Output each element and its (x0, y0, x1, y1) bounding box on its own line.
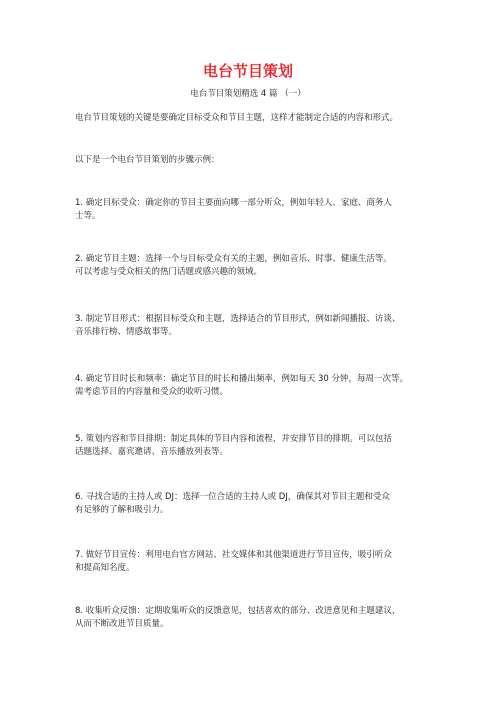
step-6-line-2: 有足够的了解和吸引力。 (75, 505, 169, 515)
step-7-line-1: 7. 做好节目宣传：利用电台官方网站、社交媒体和其他渠道进行节目宣传，吸引听众 (75, 550, 392, 560)
step-5-line-1: 5. 策划内容和节目排期：制定具体的节目内容和流程，并安排节目的排期。可以包括 (75, 434, 392, 444)
document-title: 电台节目策划 (202, 62, 293, 80)
step-4-line-2: 需考虑节目的内容量和受众的收听习惯。 (75, 387, 229, 397)
document-subtitle: 电台节目策划精选 4 篇 （一） (190, 89, 306, 99)
step-8-line-2: 从而不断改进节目质量。 (75, 619, 169, 629)
step-6-line-1: 6. 寻找合适的主持人或 DJ：选择一位合适的主持人或 DJ，确保其对节目主题和受众 (75, 492, 390, 502)
lead-paragraph: 以下是一个电台节目策划的步骤示例： (75, 155, 220, 165)
step-5-paragraph (75, 433, 435, 459)
intro-paragraph: 电台节目策划的关键是要确定目标受众和节目主题，这样才能制定合适的内容和形式。 (75, 113, 399, 123)
step-2-paragraph (75, 253, 435, 279)
step-4-line-1: 4. 确定节目时长和频率：确定节目的时长和播出频率，例如每天 30 分钟，每周一次等。 (75, 374, 409, 384)
step-4-paragraph (75, 373, 435, 399)
step-3-line-2: 音乐排行榜、情感故事等。 (75, 327, 178, 337)
step-8-paragraph (75, 605, 435, 631)
step-7-line-2: 和提高知名度。 (75, 563, 135, 573)
step-1-line-1: 1. 确定目标受众：确定你的节目主要面向哪一部分听众，例如年轻人、家庭、商务人 (75, 198, 392, 208)
step-1-paragraph (75, 197, 435, 223)
step-8-line-1: 8. 收集听众反馈：定期收集听众的反馈意见，包括喜欢的部分、改进意见和主题建议， (75, 606, 401, 616)
step-3-line-1: 3. 制定节目形式：根据目标受众和主题，选择适合的节目形式，例如新闻播报、访谈、 (75, 314, 401, 324)
step-1-line-2: 士等。 (75, 211, 101, 221)
step-6-paragraph (75, 491, 435, 517)
step-3-paragraph (75, 313, 435, 339)
step-2-line-1: 2. 确定节目主题：选择一个与目标受众有关的主题，例如音乐、时事、健康生活等。 (75, 254, 392, 264)
step-2-line-2: 可以考虑与受众相关的热门话题或感兴趣的领域。 (75, 267, 263, 277)
step-5-line-2: 话题选择、嘉宾邀请、音乐播放列表等。 (75, 447, 229, 457)
step-7-paragraph (75, 549, 435, 575)
